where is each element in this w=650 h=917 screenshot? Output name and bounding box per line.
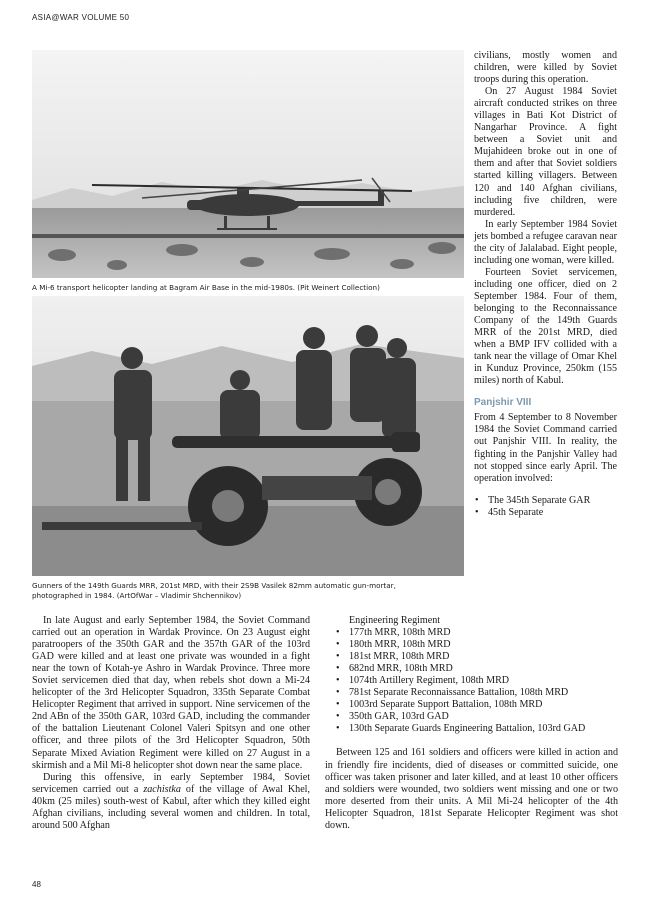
text-run: During this offensive, in early September 1984, Soviet servicemen carried out a (32, 771, 310, 795)
left-column (32, 615, 310, 832)
page-number: 48 (32, 880, 41, 889)
list-item: • The 345th Separate GAR (474, 495, 617, 507)
list-item: • 181st MRR, 108th MRD (335, 651, 618, 663)
list-item: • 45th Separate (474, 507, 617, 519)
figure-caption: Gunners of the 149th Guards MRR, 201st MRD, with their 2S9B Vasilek 82mm automatic gun-mortar, photographed in 1984. (ArtOfWar – Vladimir Shchennikov) (32, 581, 396, 600)
text-run: of the village of Awal Khel, 40km (25 miles) south-west of Kabul, after which they killed eight Afghan civilians, including several women and children. In total, around 500 Afghan (32, 783, 310, 831)
gunners-photo (32, 296, 464, 576)
list-item: • 177th MRR, 108th MRD (335, 627, 618, 639)
paragraph: In early September 1984 Soviet jets bombed a refugee caravan near the city of Jalalabad. Eight people, including one woman, were killed. (474, 218, 617, 266)
middle-column (325, 615, 618, 832)
list-item: • 1003rd Separate Support Battalion, 108th MRD (335, 699, 618, 711)
paragraph: Between 125 and 161 soldiers and officers were killed in action and in friendly fire incidents, died of diseases or committed suicide, one officer was taken prisoner and later killed, and at least 10 other officers and soldiers were wounded, two soldiers went missing and one or two more deserted from their units. A Mil Mi-24 helicopter of the 4th Helicopter Squadron, 181st Separate Helicopter Regiment was shot down. (325, 747, 618, 831)
paragraph: From 4 September to 8 November 1984 the Soviet Command carried out Panjshir VIII. In reality, the fighting in the Panjshir Valley had not stopped since early April. The operation involved: (474, 412, 617, 484)
italic-term: zachistka (143, 783, 181, 795)
paragraph: civilians, mostly women and children, were killed by Soviet troops during this operation. (474, 50, 617, 86)
list-item: • 1074th Artillery Regiment, 108th MRD (335, 675, 618, 687)
list-item: • 130th Separate Guards Engineering Battalion, 103rd GAD (335, 723, 618, 735)
paragraph: In late August and early September 1984, the Soviet Command carried out an operation in Wardak Province. On 23 August eight paratroopers of the 350th GAR and the 357th GAR of the 103rd GAD were killed and at least one private was wounded in a fight near the town of Kotah-ye Ashro in Wardak Province. Three more Soviet servicemen died that day, when rebels shot down a Mi-24 helicopter of the 3rd Helicopter Squadron, 335th Separate Combat Helicopter Regiment that arrived in support. Nine servicemen of the 2nd ABn of the 350th GAR, 103rd GAD, including the commander of the battalion Lieutenant Colonel Valeri Spitsyn and one other officer, and three pilots of the 3rd Helicopter Squadron, 50th Separate Mixed Aviation Regiment were killed on 27 August in a skirmish and a Mil Mi-8 helicopter shot down near the same place. (32, 615, 310, 771)
paragraph (32, 772, 310, 832)
mi6-helicopter-photo (32, 50, 464, 278)
right-column (474, 50, 617, 519)
unit-list (474, 495, 617, 519)
list-continuation: Engineering Regiment (349, 615, 441, 626)
list-item: • 682nd MRR, 108th MRD (335, 663, 618, 675)
unit-list (325, 627, 618, 735)
paragraph: Fourteen Soviet servicemen, including one officer, died on 2 September 1984. Four of them, belonging to the Reconnaissance Company of the 149th Guards MRR of the 201st MRD, died when a BMP IFV collided with a tank near the village of Omar Khel in Kunduz Province, 250km (155 miles) north of Kabul. (474, 266, 617, 387)
list-item: • 180th MRR, 108th MRD (335, 639, 618, 651)
figure-caption: A Mi-6 transport helicopter landing at Bagram Air Base in the mid-1980s. (Pit Weinert Collection) (32, 283, 380, 292)
list-item: • 350th GAR, 103rd GAD (335, 711, 618, 723)
list-item: • 781st Separate Reconnaissance Battalion, 108th MRD (335, 687, 618, 699)
running-head: ASIA@WAR VOLUME 50 (32, 13, 130, 22)
paragraph: On 27 August 1984 Soviet aircraft conducted strikes on three villages in Bati Kot District of Nangarhar Province. A fight between a Soviet unit and Mujahideen broke out in one of them and after that Soviet soldiers started killing villagers. Between 120 and 140 Afghan civilians, including five children, were murdered. (474, 86, 617, 218)
section-heading: Panjshir VIII (474, 397, 532, 409)
